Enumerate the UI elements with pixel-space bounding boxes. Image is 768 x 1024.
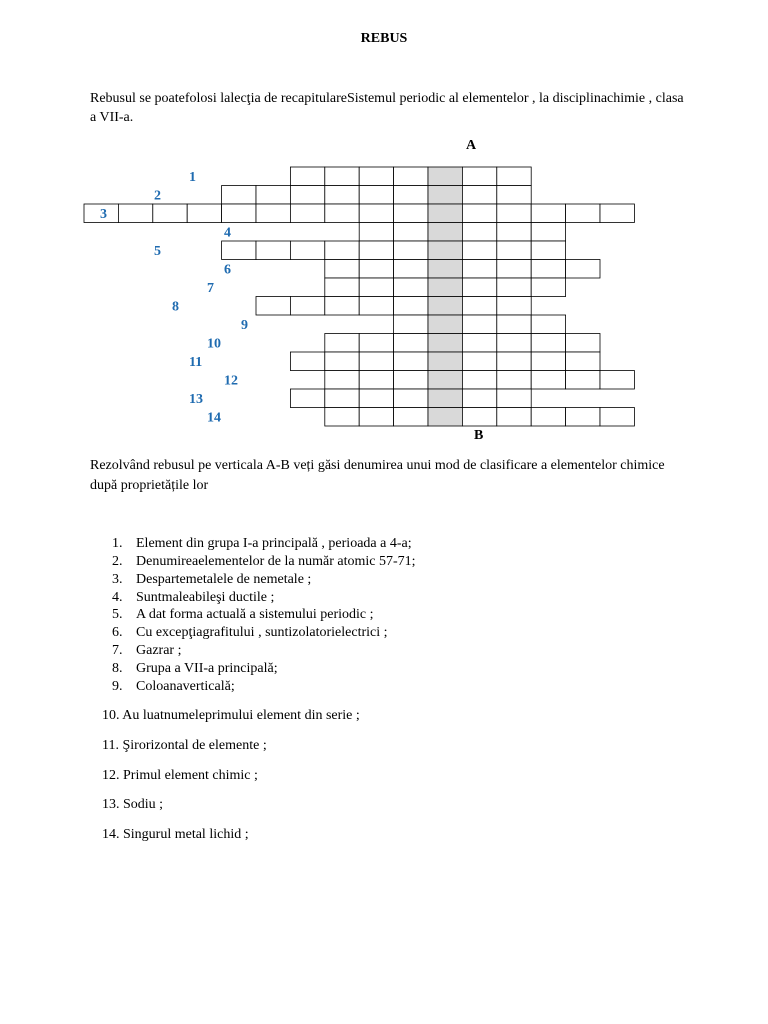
crossword-cell[interactable] (497, 389, 531, 408)
page-title: REBUS (360, 31, 408, 46)
crossword-cell[interactable] (462, 241, 496, 260)
crossword-cell[interactable] (566, 371, 600, 390)
crossword-cell[interactable] (118, 204, 152, 223)
crossword-cell[interactable] (325, 352, 359, 371)
crossword-cell[interactable] (325, 186, 359, 205)
crossword-cell[interactable] (497, 260, 531, 279)
crossword-cell[interactable] (394, 260, 428, 279)
crossword-cell[interactable] (394, 334, 428, 353)
crossword-cell[interactable] (497, 186, 531, 205)
crossword-cell[interactable] (394, 278, 428, 297)
crossword-cell[interactable] (428, 260, 462, 279)
crossword-cell[interactable] (325, 167, 359, 186)
crossword-cell[interactable] (462, 278, 496, 297)
row-number: 3 (100, 207, 107, 222)
crossword-cell[interactable] (497, 315, 531, 334)
crossword-cell[interactable] (256, 297, 290, 316)
crossword-cell[interactable] (359, 334, 393, 353)
crossword-cell[interactable] (394, 389, 428, 408)
crossword-cell[interactable] (222, 186, 256, 205)
crossword-cell[interactable] (290, 389, 324, 408)
crossword-cell[interactable] (566, 408, 600, 427)
row-number: 6 (224, 262, 231, 278)
crossword-cell[interactable] (359, 241, 393, 260)
crossword-cell[interactable] (394, 241, 428, 260)
crossword-cell[interactable] (428, 278, 462, 297)
clue-item: 10. Au luatnumeleprimului element din serie ; (102, 708, 360, 723)
row-number: 10 (207, 336, 221, 352)
crossword-cell[interactable] (325, 371, 359, 390)
crossword-cell[interactable] (325, 241, 359, 260)
crossword-cell[interactable] (428, 371, 462, 390)
crossword-cell[interactable] (394, 186, 428, 205)
crossword-cell[interactable] (256, 241, 290, 260)
crossword-cell[interactable] (394, 408, 428, 427)
crossword-cell[interactable] (428, 167, 462, 186)
crossword-cell[interactable] (290, 204, 324, 223)
crossword-cell[interactable] (325, 260, 359, 279)
crossword-cell[interactable] (462, 297, 496, 316)
crossword-cell[interactable] (428, 389, 462, 408)
crossword-cell[interactable] (428, 352, 462, 371)
crossword-cell[interactable] (394, 352, 428, 371)
solve-instructions: Rezolvând rebusul pe verticala A-B veți găsi denumirea unui mod de clasificare a elementelor chimice după proprietățile lor (90, 458, 665, 493)
crossword-cell[interactable] (566, 334, 600, 353)
crossword-cell[interactable] (394, 204, 428, 223)
crossword-cell[interactable] (325, 297, 359, 316)
crossword-cell[interactable] (428, 334, 462, 353)
crossword-cell[interactable] (531, 408, 565, 427)
crossword-cell[interactable] (290, 186, 324, 205)
crossword-cell[interactable] (497, 204, 531, 223)
crossword-cell[interactable] (256, 204, 290, 223)
row-number: 11 (189, 355, 203, 370)
intro-paragraph: Rebusul se poatefolosi lalecţia de recapitulareSistemul periodic al elementelor , la disciplinachimie , clasa a VII-a. (90, 91, 684, 125)
crossword-cell[interactable] (462, 371, 496, 390)
row-number: 4 (224, 225, 231, 241)
row-number: 9 (241, 318, 248, 333)
crossword-cell[interactable] (153, 204, 187, 223)
crossword-cell[interactable] (462, 186, 496, 205)
crossword-cell[interactable] (497, 334, 531, 353)
crossword-cell[interactable] (428, 408, 462, 427)
crossword-cell[interactable] (462, 223, 496, 242)
crossword-cell[interactable] (290, 241, 324, 260)
crossword-cell[interactable] (359, 408, 393, 427)
crossword-cell[interactable] (359, 352, 393, 371)
crossword-cell[interactable] (497, 297, 531, 316)
crossword-cell[interactable] (497, 352, 531, 371)
crossword-cell[interactable] (462, 334, 496, 353)
crossword-cell[interactable] (600, 408, 634, 427)
crossword-cell[interactable] (256, 186, 290, 205)
crossword-cell[interactable] (566, 204, 600, 223)
clue-item: 4. Suntmaleabileşi ductile ; (112, 590, 275, 605)
row-number: 14 (207, 410, 221, 426)
crossword-cell[interactable] (359, 204, 393, 223)
clue-item: 12. Primul element chimic ; (102, 768, 258, 783)
crossword-cell[interactable] (394, 223, 428, 242)
clue-item: 14. Singurul metal lichid ; (102, 827, 249, 842)
row-number: 12 (224, 373, 238, 389)
crossword-cell[interactable] (566, 352, 600, 371)
clue-item: 6. Cu excepţiagrafitului , suntizolatorielectrici ; (112, 625, 388, 640)
row-number: 13 (189, 392, 203, 407)
clue-item: 7. Gazrar ; (112, 643, 182, 658)
crossword-cell[interactable] (428, 241, 462, 260)
crossword-cell[interactable] (359, 278, 393, 297)
crossword-cell[interactable] (462, 204, 496, 223)
crossword-cell[interactable] (325, 389, 359, 408)
crossword-cell[interactable] (497, 167, 531, 186)
clue-item: 2. Denumireaelementelor de la număr atomic 57-71; (112, 554, 416, 569)
crossword-cell[interactable] (428, 297, 462, 316)
crossword-cell[interactable] (497, 408, 531, 427)
label-b: B (474, 428, 484, 443)
crossword-cell[interactable] (325, 334, 359, 353)
crossword-cell[interactable] (394, 167, 428, 186)
crossword-cell[interactable] (600, 371, 634, 390)
crossword-cell[interactable] (462, 389, 496, 408)
row-number: 8 (172, 299, 179, 315)
crossword-cell[interactable] (359, 186, 393, 205)
crossword-cell[interactable] (394, 315, 428, 334)
crossword-cell[interactable] (462, 167, 496, 186)
crossword-cell[interactable] (359, 223, 393, 242)
clue-item: 9. Coloanaverticală; (112, 679, 235, 694)
clue-item: 5. A dat forma actuală a sistemului periodic ; (112, 607, 374, 622)
crossword-cell[interactable] (290, 297, 324, 316)
crossword-cell[interactable] (359, 260, 393, 279)
crossword-cell[interactable] (428, 186, 462, 205)
label-a: A (466, 138, 477, 153)
crossword-cell[interactable] (428, 204, 462, 223)
crossword-cell[interactable] (531, 204, 565, 223)
crossword-cell[interactable] (531, 371, 565, 390)
clue-item: 1. Element din grupa I-a principală , perioada a 4-a; (112, 536, 412, 551)
crossword-cell[interactable] (497, 223, 531, 242)
crossword-cell[interactable] (428, 223, 462, 242)
crossword-cell[interactable] (325, 278, 359, 297)
crossword-cell[interactable] (290, 167, 324, 186)
crossword-cell[interactable] (531, 223, 565, 242)
row-number: 7 (207, 281, 214, 296)
crossword-cell[interactable] (394, 297, 428, 316)
crossword-cell[interactable] (325, 408, 359, 427)
crossword-cell[interactable] (290, 352, 324, 371)
row-number: 5 (154, 244, 161, 259)
crossword-cell[interactable] (566, 260, 600, 279)
crossword-cell[interactable] (359, 371, 393, 390)
crossword-cell[interactable] (359, 389, 393, 408)
crossword-cell[interactable] (462, 408, 496, 427)
clue-item: 11. Şirorizontal de elemente ; (102, 738, 267, 753)
crossword-cell[interactable] (497, 278, 531, 297)
crossword-cell[interactable] (531, 260, 565, 279)
crossword-cell[interactable] (531, 241, 565, 260)
crossword-cell[interactable] (394, 371, 428, 390)
crossword-cell[interactable] (531, 334, 565, 353)
crossword-cell[interactable] (462, 352, 496, 371)
crossword-cell[interactable] (187, 204, 221, 223)
crossword-cell[interactable] (600, 204, 634, 223)
crossword-cell[interactable] (359, 167, 393, 186)
clue-item: 3. Despartemetalele de nemetale ; (112, 572, 312, 587)
clue-item: 8. Grupa a VII-a principală; (112, 661, 278, 676)
crossword-cell[interactable] (531, 315, 565, 334)
crossword-cell[interactable] (497, 241, 531, 260)
clue-item: 13. Sodiu ; (102, 797, 164, 812)
crossword-cell[interactable] (222, 241, 256, 260)
crossword-cell[interactable] (325, 204, 359, 223)
crossword-cell[interactable] (462, 315, 496, 334)
crossword-cell[interactable] (428, 315, 462, 334)
crossword-cell[interactable] (497, 371, 531, 390)
crossword-cell[interactable] (222, 204, 256, 223)
crossword-cell[interactable] (531, 352, 565, 371)
crossword-cell[interactable] (359, 297, 393, 316)
row-number: 1 (189, 170, 196, 185)
crossword-cell[interactable] (531, 278, 565, 297)
row-number: 2 (154, 188, 161, 204)
crossword-cell[interactable] (462, 260, 496, 279)
